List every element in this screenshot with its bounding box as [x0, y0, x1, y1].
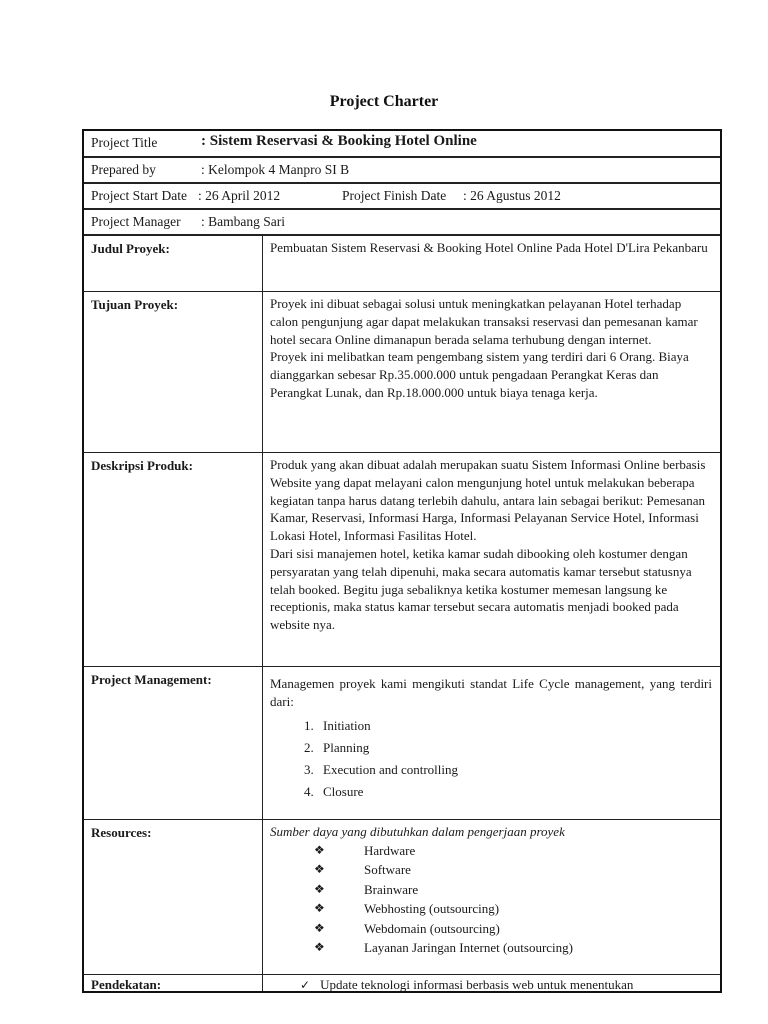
project-title-label: Project Title	[91, 135, 158, 150]
row-judul-proyek	[84, 236, 720, 292]
resource-item-text: Hardware	[364, 842, 416, 858]
resource-item-text: Brainware	[364, 881, 419, 897]
diamond-bullet-icon: ❖	[314, 940, 325, 955]
tujuan-proyek-label: Tujuan Proyek:	[91, 297, 179, 312]
resources-intro: Sumber daya yang dibutuhkan dalam pengerjaan proyek	[270, 824, 565, 839]
start-date-label: Project Start Date	[91, 188, 187, 203]
finish-date-label: Project Finish Date	[342, 188, 447, 203]
pendekatan-value	[270, 976, 712, 995]
resources-list	[270, 841, 712, 958]
prepared-by-value: : Kelompok 4 Manpro SI B	[201, 162, 350, 177]
tujuan-proyek-value	[270, 295, 712, 402]
diamond-bullet-icon: ❖	[314, 862, 325, 877]
project-management-label: Project Management:	[91, 672, 212, 687]
management-step: 1. Initiation	[317, 715, 712, 737]
row-prepared-by	[84, 158, 720, 184]
row-project-manager	[84, 210, 720, 236]
management-step: 4. Closure	[317, 781, 712, 803]
resource-item	[270, 880, 712, 900]
start-date-value: : 26 April 2012	[198, 188, 281, 203]
resource-item	[270, 938, 712, 958]
resources-value	[270, 823, 712, 958]
resource-item-text: Webhosting (outsourcing)	[364, 901, 500, 917]
checkmark-icon: ✓	[300, 978, 311, 992]
project-manager-label: Project Manager	[91, 214, 181, 229]
resource-item	[270, 860, 712, 880]
row-project-dates	[84, 184, 720, 210]
management-step: 3. Execution and controlling	[317, 759, 712, 781]
judul-proyek-value: Pembuatan Sistem Reservasi & Booking Hotel Online Pada Hotel D'Lira Pekanbaru	[270, 240, 708, 255]
row-project-title	[84, 131, 720, 158]
deskripsi-produk-value	[270, 456, 712, 634]
deskripsi-paragraph: Dari sisi manajemen hotel, ketika kamar sudah dibooking oleh kostumer dengan persyaratan yang telah dipenuhi, maka secara automatis kamar tersebut statusnya telah booked. Begitu juga sebaliknya ketika kostumer memesan langsung ke receptionis, maka status kamar tersebut secara automatis menjadi booked pada website nya.	[270, 545, 692, 633]
project-management-value	[270, 675, 712, 803]
resource-item-text: Layanan Jaringan Internet (outsourcing)	[364, 940, 574, 956]
row-tujuan-proyek	[84, 292, 720, 453]
prepared-by-label: Prepared by	[91, 162, 156, 177]
pendekatan-label: Pendekatan:	[91, 977, 162, 992]
resource-item	[270, 919, 712, 939]
judul-proyek-label: Judul Proyek:	[91, 241, 170, 256]
diamond-bullet-icon: ❖	[314, 881, 325, 896]
diamond-bullet-icon: ❖	[314, 901, 325, 916]
row-deskripsi-produk	[84, 453, 720, 667]
resource-item	[270, 899, 712, 919]
management-intro: Managemen proyek kami mengikuti standat Life Cycle management, yang terdiri dari:	[270, 676, 712, 709]
project-charter-table	[82, 129, 722, 993]
deskripsi-produk-label: Deskripsi Produk:	[91, 458, 193, 473]
row-pendekatan	[84, 975, 720, 993]
document-title: Project Charter	[329, 93, 439, 110]
finish-date-value: : 26 Agustus 2012	[463, 188, 561, 203]
tujuan-paragraph: Proyek ini dibuat sebagai solusi untuk meningkatkan pelayanan Hotel terhadap calon pengunjung agar dapat melakukan transaksi reservasi dan pemesanan kamar hotel secara Online dimanapun berada selama terhubung dengan internet.	[270, 296, 698, 347]
row-resources	[84, 820, 720, 975]
management-step: 2. Planning	[317, 737, 712, 759]
tujuan-paragraph: Proyek ini melibatkan team pengembang sistem yang terdiri dari 6 Orang. Biaya dianggarkan sebesar Rp.35.000.000 untuk pengadaan Perangkat Keras dan Perangkat Lunak, dan Rp.18.000.000 untuk biaya tenaga kerja.	[270, 349, 689, 400]
resources-label: Resources:	[91, 825, 152, 840]
resource-item	[270, 841, 712, 861]
project-manager-value: : Bambang Sari	[201, 214, 285, 229]
pendekatan-item: Update teknologi informasi berbasis web untuk menentukan	[320, 977, 634, 992]
diamond-bullet-icon: ❖	[314, 842, 325, 857]
project-title-value: : Sistem Reservasi & Booking Hotel Online	[201, 133, 477, 149]
diamond-bullet-icon: ❖	[314, 920, 325, 935]
management-steps-list	[270, 715, 712, 803]
resource-item-text: Software	[364, 862, 411, 878]
row-project-management	[84, 667, 720, 820]
resource-item-text: Webdomain (outsourcing)	[364, 920, 500, 936]
deskripsi-paragraph: Produk yang akan dibuat adalah merupakan suatu Sistem Informasi Online berbasis Website yang dapat melayani calon mengunjung hotel untuk melakukan beberapa kegiatan tanpa harus datang terlebih dahulu, antara lain sebagai berikut: Pemesanan Kamar, Reservasi, Informasi Harga, Informasi Pelayanan Service Hotel, Informasi Lokasi Hotel, Informasi Fasilitas Hotel.	[270, 457, 706, 544]
